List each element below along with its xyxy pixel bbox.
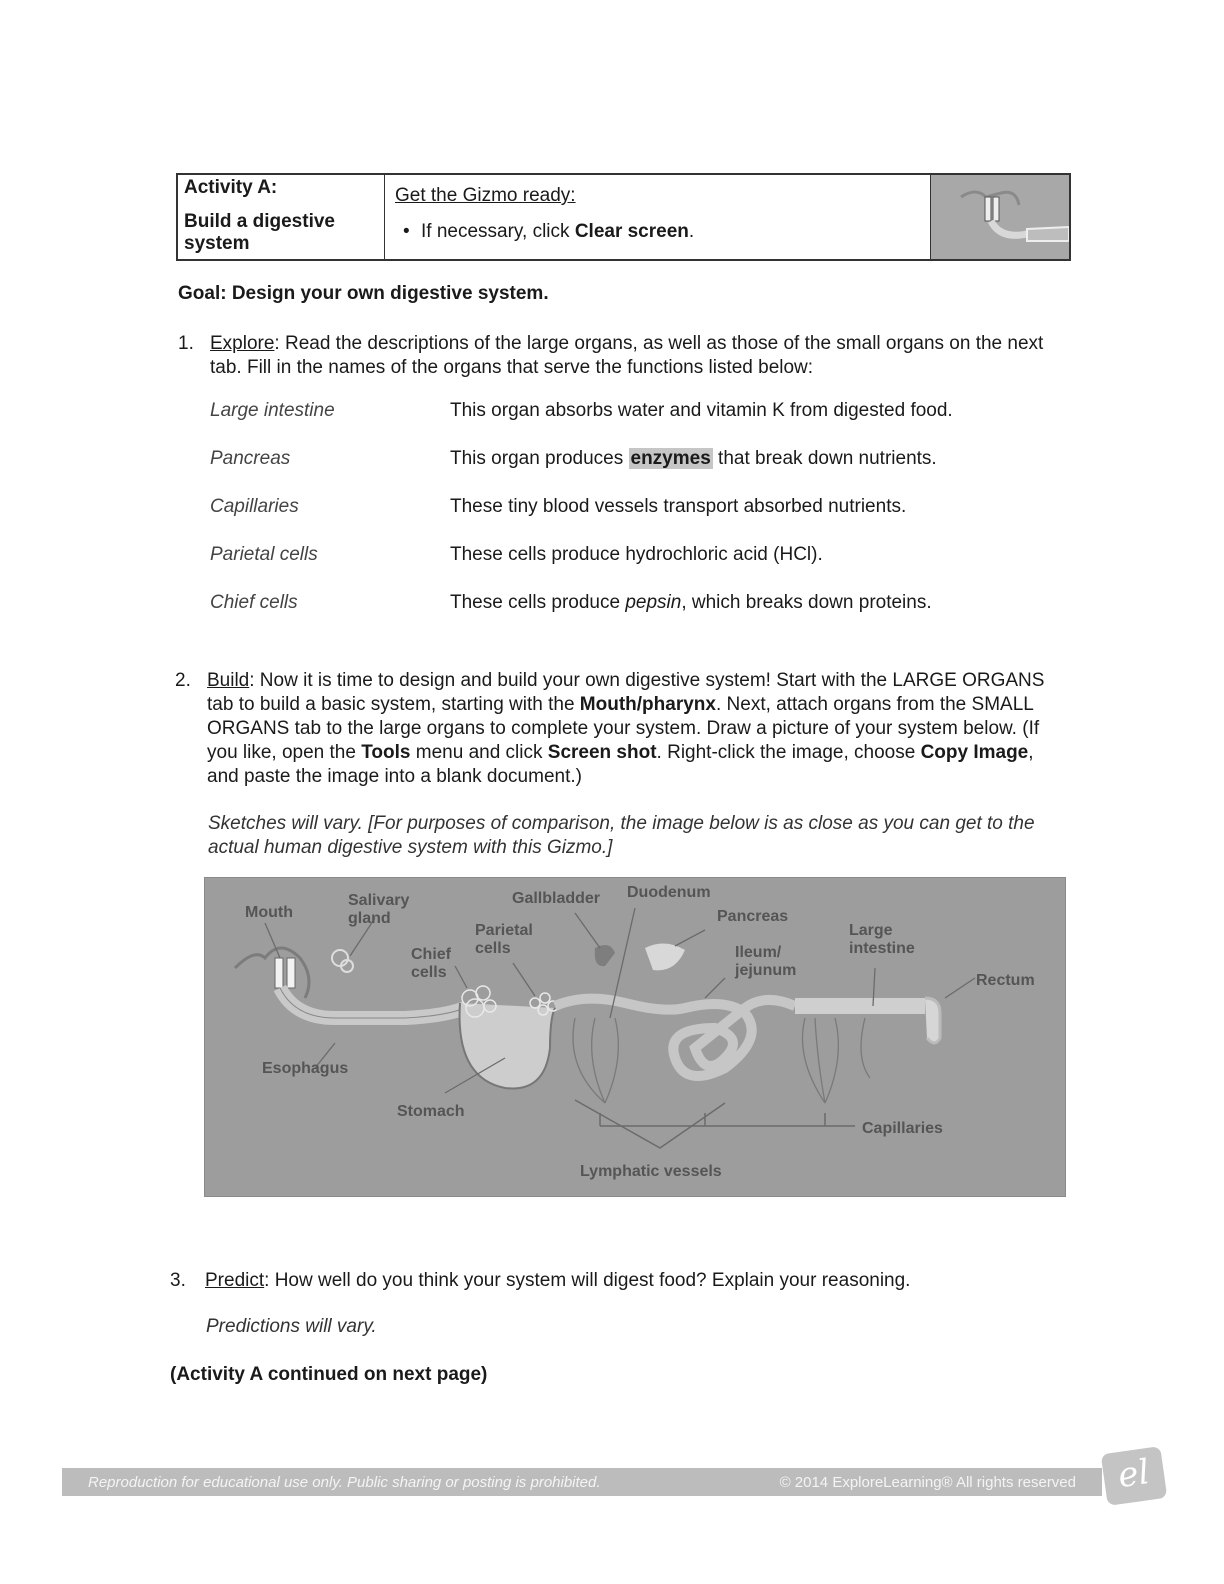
bullet-text: If necessary, click: [421, 221, 575, 242]
label-ileum-jejunum: Ileum/ jejunum: [735, 944, 797, 979]
answer-row: [210, 400, 1030, 448]
question-text: . Right-click the image, choose: [656, 742, 921, 763]
function-text: that break down nutrients.: [712, 448, 937, 469]
screen-shot-ref: Screen shot: [547, 742, 657, 763]
gizmo-ready-label: Get the Gizmo ready:: [395, 185, 576, 206]
footer-bar: [62, 1468, 1102, 1496]
build-label: Build: [207, 670, 250, 691]
highlighted-term: enzymes: [630, 448, 711, 469]
answer-row: [210, 592, 1030, 640]
italic-term: pepsin: [625, 592, 682, 613]
digestive-system-diagram: [204, 877, 1066, 1197]
answer-row: [210, 448, 1030, 496]
predict-answer: Predictions will vary.: [206, 1316, 377, 1337]
label-salivary-gland: Salivary gland: [348, 892, 410, 927]
question-text: : Read the descriptions of the large organs, as well as those of the small organs on the next tab. Fill in the names of the organs that serve the functions listed below:: [210, 333, 1044, 378]
sketch-note: Sketches will vary. [For purposes of comparison, the image below is as close as you can get to the actual human digestive system with this Gizmo.]: [208, 813, 1035, 858]
predict-label: Predict: [205, 1270, 265, 1291]
question-2: [175, 669, 1065, 789]
label-lymphatic-vessels: Lymphatic vessels: [580, 1163, 722, 1180]
explore-label: Explore: [210, 333, 275, 354]
question-number: 2.: [175, 670, 191, 691]
organ-name: Pancreas: [210, 448, 291, 469]
question-text: . Next, attach organs from the SMALL ORGANS tab to the large organs to complete your system. Draw a picture of your system below. (If you like, open the: [207, 694, 1040, 763]
answer-row: [210, 496, 1030, 544]
question-text: : How well do you think your system will digest food? Explain your reasoning.: [264, 1270, 911, 1291]
organ-answers-list: [210, 400, 1030, 640]
question-3: [170, 1269, 1050, 1293]
mouth-pharynx-ref: Mouth/pharynx: [579, 694, 716, 715]
organ-function: These cells produce hydrochloric acid (HCl).: [450, 544, 823, 565]
goal-statement: Goal: Design your own digestive system.: [178, 283, 549, 304]
activity-title: Build a digestive system: [184, 211, 335, 254]
label-large-intestine: Large intestine: [849, 922, 915, 957]
label-esophagus: Esophagus: [262, 1060, 349, 1077]
explorelearning-logo-icon: el: [1101, 1446, 1168, 1506]
footer-disclaimer: Reproduction for educational use only. Public sharing or posting is prohibited.: [88, 1473, 601, 1491]
organ-function: [450, 448, 1030, 496]
copy-image-ref: Copy Image: [920, 742, 1029, 763]
question-text: , and paste the image into a blank document.): [207, 742, 1034, 787]
digestive-thumbnail-icon: [931, 175, 1069, 259]
question-number: 3.: [170, 1270, 186, 1291]
digestive-tract-illustration: [205, 878, 1066, 1197]
activity-header-table: [176, 173, 1071, 261]
label-stomach: Stomach: [397, 1103, 465, 1120]
question-1: [178, 332, 1058, 380]
activity-label: Activity A:: [184, 177, 278, 198]
label-rectum: Rectum: [976, 972, 1035, 989]
label-duodenum: Duodenum: [627, 884, 711, 901]
continued-note: (Activity A continued on next page): [170, 1364, 488, 1385]
tools-menu-ref: Tools: [361, 742, 411, 763]
organ-function: [450, 592, 1030, 640]
label-mouth: Mouth: [245, 904, 293, 921]
label-parietal-cells: Parietal cells: [475, 922, 533, 957]
organ-function: These tiny blood vessels transport absorbed nutrients.: [450, 496, 907, 517]
question-number: 1.: [178, 333, 194, 354]
gizmo-thumbnail-image: [931, 175, 1069, 259]
footer-copyright: © 2014 ExploreLearning® All rights reserved: [779, 1473, 1076, 1491]
bullet-suffix: .: [688, 221, 695, 242]
organ-name: Large intestine: [210, 400, 335, 421]
function-text: , which breaks down proteins.: [681, 592, 932, 613]
instructions-cell: [385, 175, 931, 259]
answer-row: [210, 544, 1030, 592]
organ-name: Parietal cells: [210, 544, 318, 565]
instruction-bullet: [395, 221, 920, 243]
function-text: These cells produce: [450, 592, 626, 613]
label-pancreas: Pancreas: [717, 908, 789, 925]
label-gallbladder: Gallbladder: [512, 890, 601, 907]
activity-title-cell: [178, 175, 385, 259]
label-chief-cells: Chief cells: [411, 946, 451, 981]
organ-function: This organ absorbs water and vitamin K from digested food.: [450, 400, 953, 421]
clear-screen-ref: Clear screen: [574, 221, 689, 242]
organ-name: Chief cells: [210, 592, 298, 613]
question-text: : Now it is time to design and build your own digestive system! Start with the LARGE ORGANS tab to build a basic system, starting with the: [207, 670, 1045, 715]
question-text: menu and click: [410, 742, 548, 763]
label-capillaries: Capillaries: [862, 1120, 943, 1137]
organ-name: Capillaries: [210, 496, 299, 517]
function-text: This organ produces: [450, 448, 629, 469]
